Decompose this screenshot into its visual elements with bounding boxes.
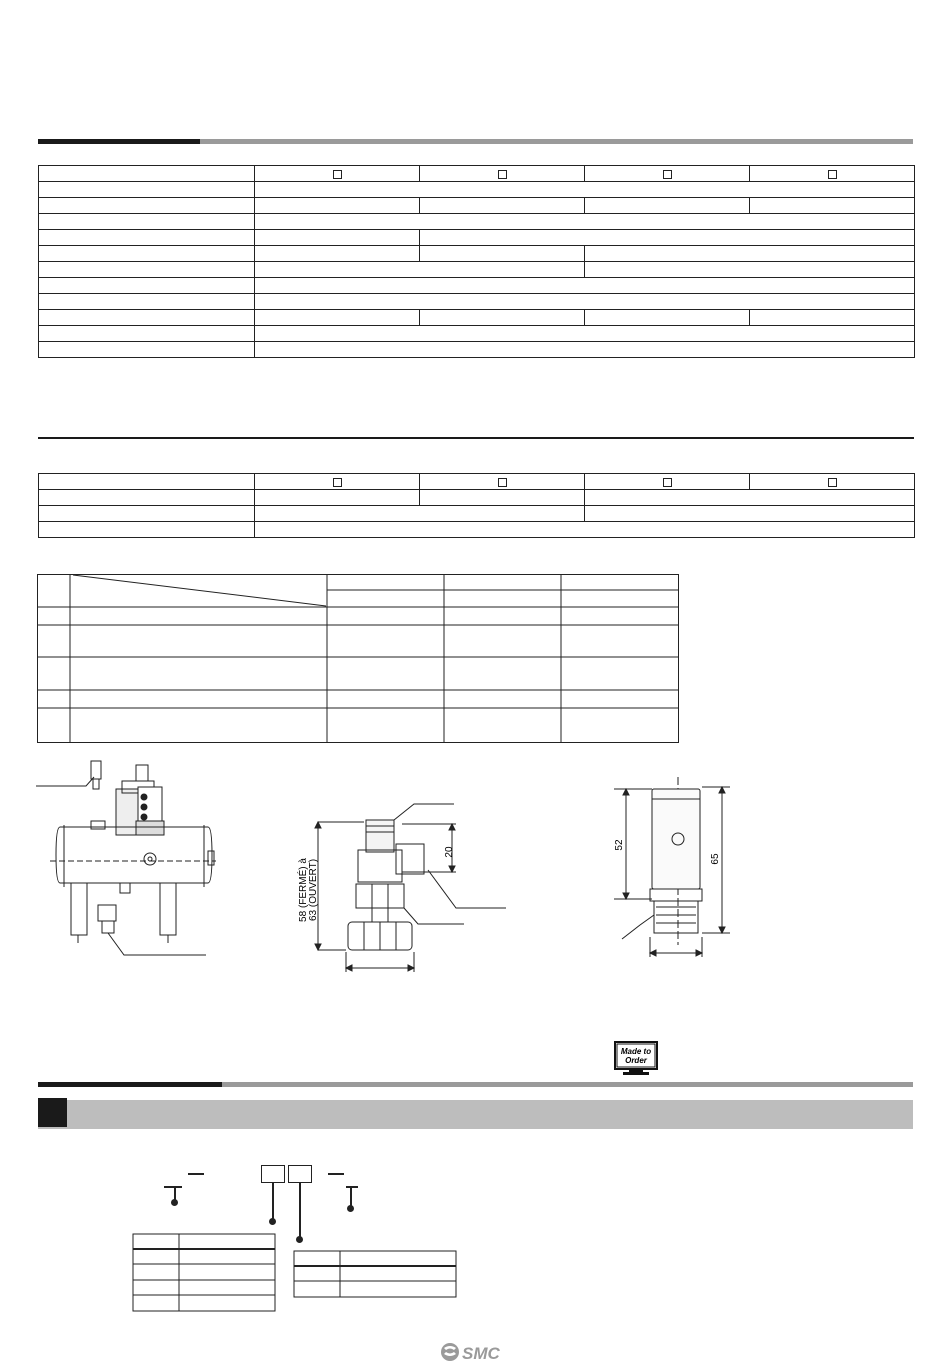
code-dot-2 xyxy=(269,1218,276,1225)
lower-rule-dark xyxy=(38,1082,222,1087)
row-label xyxy=(39,262,255,278)
model-checkbox-icon xyxy=(828,478,837,487)
row-label xyxy=(39,310,255,326)
code-bracket-2 xyxy=(346,1186,358,1188)
row-label xyxy=(39,522,255,538)
table-cell xyxy=(420,310,585,326)
section-heading-bar xyxy=(38,1100,913,1129)
model-checkbox-icon xyxy=(828,170,837,179)
table-cell xyxy=(255,182,915,198)
row-label xyxy=(39,230,255,246)
row-label xyxy=(39,246,255,262)
table-row xyxy=(39,182,915,198)
spec-header-model-2 xyxy=(420,166,585,182)
table-cell xyxy=(255,262,585,278)
table-cell xyxy=(585,310,750,326)
table-row xyxy=(39,522,915,538)
row-label xyxy=(39,198,255,214)
filter-drawing xyxy=(610,775,740,960)
filter-dim-52: 52 xyxy=(614,839,625,851)
model-checkbox-icon xyxy=(498,170,507,179)
model-checkbox-icon xyxy=(663,478,672,487)
filter-dim-65: 65 xyxy=(710,853,721,865)
table-cell xyxy=(585,262,915,278)
table-row xyxy=(39,246,915,262)
spec-header-label xyxy=(39,474,255,490)
smc-logo xyxy=(440,1340,512,1364)
code-stem-3 xyxy=(299,1183,301,1237)
table-cell xyxy=(585,490,915,506)
code-dot-4 xyxy=(347,1205,354,1212)
table-cell xyxy=(255,310,420,326)
made-to-order-badge-icon xyxy=(613,1041,659,1075)
spec-header-model-4 xyxy=(750,166,915,182)
table-row xyxy=(39,198,915,214)
section-heading-marker xyxy=(38,1098,67,1127)
tank-assembly-drawing xyxy=(36,755,216,960)
code-dash-2 xyxy=(328,1173,344,1175)
code-box-1 xyxy=(261,1165,285,1183)
row-label xyxy=(39,182,255,198)
table-cell xyxy=(255,506,585,522)
row-label xyxy=(39,214,255,230)
section-divider-thin xyxy=(38,437,914,439)
table-cell xyxy=(585,506,915,522)
model-checkbox-icon xyxy=(333,478,342,487)
spec-header-model-2 xyxy=(420,474,585,490)
option-table-1 xyxy=(132,1233,277,1313)
code-stem-1 xyxy=(174,1186,176,1200)
row-label xyxy=(39,506,255,522)
table-cell xyxy=(255,490,420,506)
model-checkbox-icon xyxy=(498,478,507,487)
row-label xyxy=(39,342,255,358)
table-row xyxy=(39,506,915,522)
table-cell xyxy=(255,198,420,214)
code-dash-1 xyxy=(188,1173,204,1175)
table-cell xyxy=(420,490,585,506)
table-row xyxy=(39,230,915,246)
table-cell xyxy=(255,230,420,246)
table-row xyxy=(39,294,915,310)
lower-rule-grey xyxy=(222,1082,913,1087)
table-cell xyxy=(585,246,915,262)
table-row xyxy=(39,214,915,230)
model-checkbox-icon xyxy=(333,170,342,179)
top-rule-grey xyxy=(200,139,913,144)
table-cell xyxy=(255,522,915,538)
table-cell xyxy=(255,342,915,358)
table-cell xyxy=(585,198,750,214)
table-row xyxy=(39,342,915,358)
table-cell xyxy=(255,214,915,230)
table-row xyxy=(39,310,915,326)
code-dot-1 xyxy=(171,1199,178,1206)
spec-header-label xyxy=(39,166,255,182)
valve-dim-20: 20 xyxy=(444,846,455,858)
badge-line2: Order xyxy=(625,1056,647,1065)
table-row xyxy=(39,326,915,342)
spec-header-model-3 xyxy=(585,474,750,490)
table-cell xyxy=(420,230,915,246)
spec-table-header-row xyxy=(39,166,915,182)
table-cell xyxy=(750,198,915,214)
table-row xyxy=(39,490,915,506)
spec-table-header-row xyxy=(39,474,915,490)
row-label xyxy=(39,326,255,342)
table-cell xyxy=(750,310,915,326)
table-cell xyxy=(420,198,585,214)
code-dot-3 xyxy=(296,1236,303,1243)
badge-line1: Made to xyxy=(620,1047,652,1056)
spec-header-model-1 xyxy=(255,474,420,490)
table-cell xyxy=(255,246,420,262)
valve-height-line1: 58 (FERMÉ) à xyxy=(298,858,309,922)
row-label xyxy=(39,490,255,506)
spec-header-model-3 xyxy=(585,166,750,182)
parts-table xyxy=(37,574,681,746)
model-checkbox-icon xyxy=(663,170,672,179)
top-rule-dark xyxy=(38,139,200,144)
spec-table-secondary xyxy=(38,473,915,538)
code-stem-4 xyxy=(350,1186,352,1206)
table-cell xyxy=(255,294,915,310)
code-box-2 xyxy=(288,1165,312,1183)
table-cell xyxy=(420,246,585,262)
valve-height-line2: 63 (OUVERT) xyxy=(308,858,319,922)
spec-header-model-4 xyxy=(750,474,915,490)
logo-wordmark: SMC xyxy=(462,1344,500,1363)
option-table-2 xyxy=(293,1250,458,1300)
row-label xyxy=(39,294,255,310)
code-bracket-1 xyxy=(164,1186,182,1188)
drain-valve-drawing xyxy=(296,800,511,980)
table-row xyxy=(39,278,915,294)
spec-header-model-1 xyxy=(255,166,420,182)
table-cell xyxy=(255,326,915,342)
spec-table-main xyxy=(38,165,915,358)
row-label xyxy=(39,278,255,294)
table-cell xyxy=(255,278,915,294)
code-stem-2 xyxy=(272,1183,274,1219)
table-row xyxy=(39,262,915,278)
